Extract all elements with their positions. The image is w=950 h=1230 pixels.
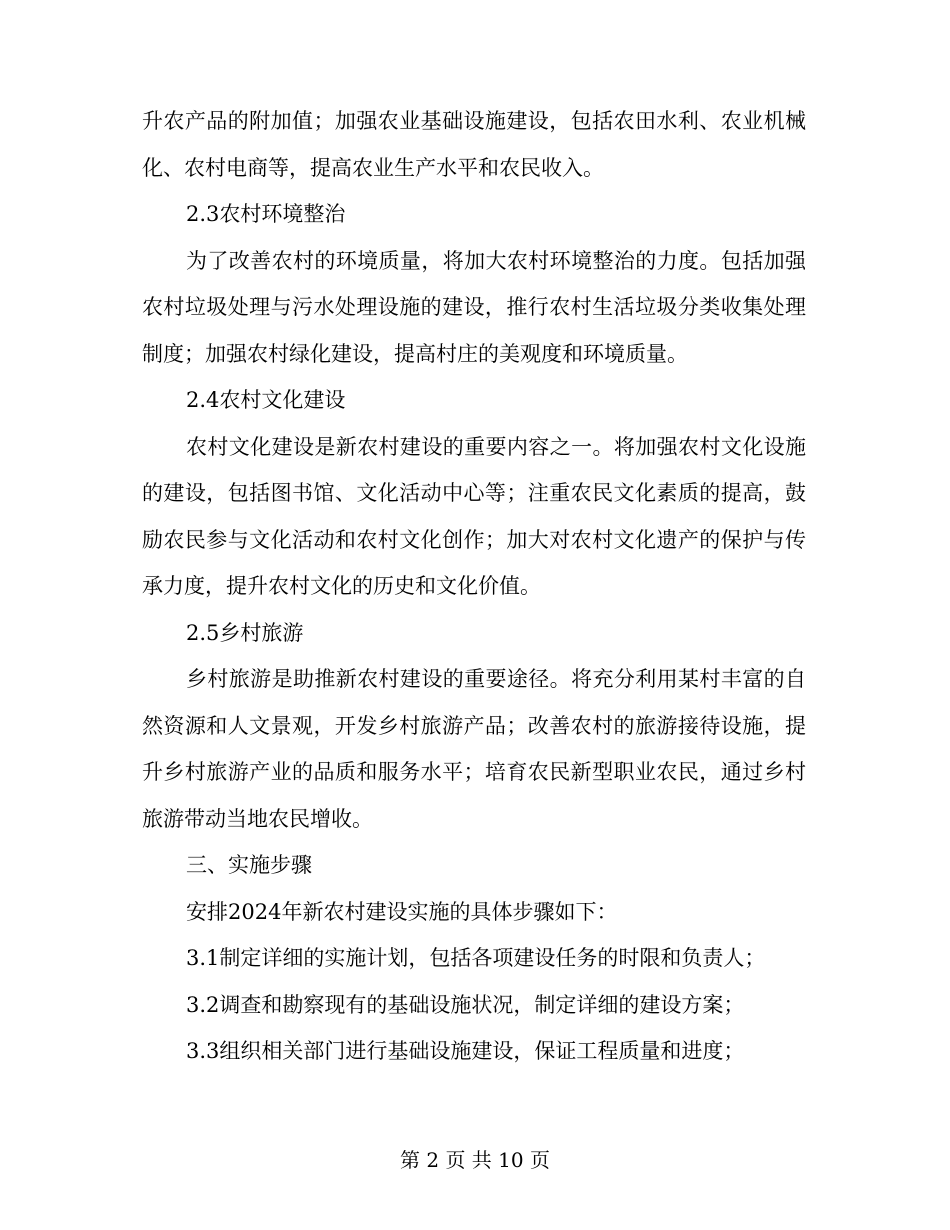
page-number-footer: 第 2 页 共 10 页 [400,1148,550,1172]
paragraph-tourism: 乡村旅游是助推新农村建设的重要途径。将充分利用某村丰富的自然资源和人文景观，开发乡村旅游产品；改善农村的旅游接待设施，提升乡村旅游产业的品质和服务水平；培育农民新型职业农民，通过乡村旅游带动当地农民增收。 [142,667,806,831]
list-item-step-3-1: 3.1制定详细的实施计划，包括各项建设任务的时限和负责人； [186,946,766,970]
paragraph-environment: 为了改善农村的环境质量，将加大农村环境整治的力度。包括加强农村垃圾处理与污水处理设施的建设，推行农村生活垃圾分类收集处理制度；加强农村绿化建设，提高村庄的美观度和环境质量。 [142,248,806,366]
list-item-step-3-2: 3.2调查和勘察现有的基础设施状况，制定详细的建设方案； [186,992,745,1017]
paragraph-steps-intro: 安排2024年新农村建设实施的具体步骤如下： [186,899,618,924]
paragraph-culture: 农村文化建设是新农村建设的重要内容之一。将加强农村文化设施的建设，包括图书馆、文化活动中心等；注重农民文化素质的提高，鼓励农民参与文化活动和农村文化创作；加大对农村文化遗产的保护与传承力度，提升农村文化的历史和文化价值。 [142,434,806,598]
list-item-step-3-3: 3.3组织相关部门进行基础设施建设，保证工程质量和进度； [186,1039,745,1063]
section-heading-2-4: 2.4农村文化建设 [186,388,346,412]
section-heading-2-5: 2.5乡村旅游 [186,620,304,645]
document-body [142,98,806,1075]
paragraph-continuation: 升农产品的附加值；加强农业基础设施建设，包括农田水利、农业机械化、农村电商等，提高农业生产水平和农民收入。 [142,109,806,180]
section-heading-3: 三、实施步骤 [186,853,312,877]
section-heading-2-3: 2.3农村环境整治 [186,202,346,226]
